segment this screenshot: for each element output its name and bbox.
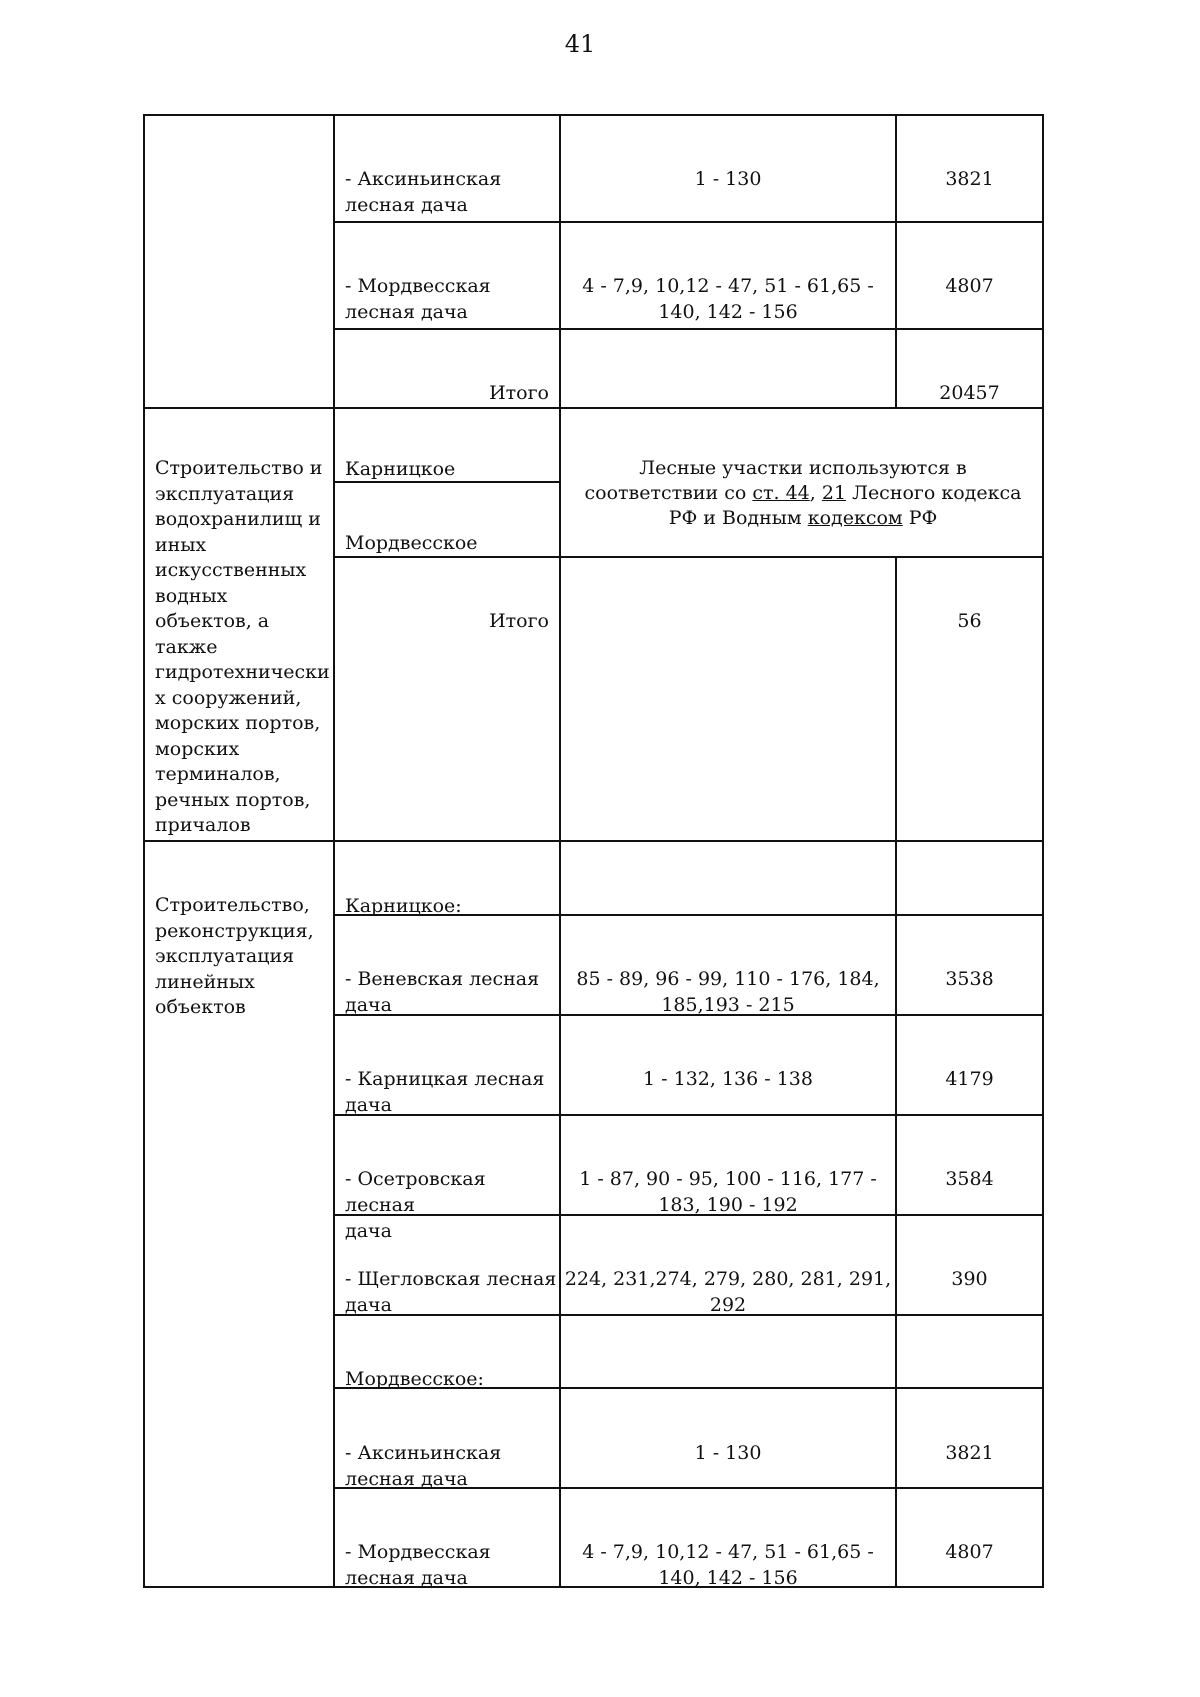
total-area-value: 56	[957, 610, 982, 632]
forestry-name: Карницкое:	[345, 895, 462, 917]
forest-dacha-name: - Карницкая лесная дача	[345, 1068, 545, 1116]
article-44-link[interactable]: ст. 44	[752, 482, 810, 504]
area-value: 3584	[945, 1168, 994, 1190]
area-value: 4179	[945, 1068, 994, 1090]
total-label: Итого	[489, 382, 549, 404]
area-value: 3821	[945, 1442, 994, 1464]
area-value: 390	[951, 1268, 988, 1290]
quarter-numbers: 85 - 89, 96 - 99, 110 - 176, 184, 185,193 - 215	[576, 968, 880, 1016]
category-label: Строительство, реконструкция, эксплуатация линейных объектов	[155, 894, 314, 1018]
quarter-numbers: 1 - 130	[694, 1442, 762, 1464]
quarter-numbers: 1 - 130	[694, 168, 762, 190]
quarter-numbers: 224, 231,274, 279, 280, 281, 291, 292	[564, 1268, 892, 1316]
forestry-name: Мордвесское	[345, 532, 478, 554]
category-label: Строительство и эксплуатация водохранилищ и иных искусственных водных объектов, а также гидротехнически х сооружений, морских портов, морских терминалов, речных портов, причалов	[155, 457, 330, 836]
note-text: РФ	[902, 507, 938, 529]
area-value: 3821	[945, 168, 994, 190]
note-text: ,	[809, 482, 822, 504]
forest-dacha-name: - Аксиньинская лесная дача	[345, 168, 502, 216]
total-label: Итого	[489, 610, 549, 632]
forest-dacha-name: - Аксиньинская лесная дача	[345, 1442, 502, 1490]
area-value: 4807	[945, 1541, 994, 1563]
forest-dacha-name: - Веневская лесная дача	[345, 968, 540, 1016]
area-value: 3538	[945, 968, 994, 990]
note-text: Лесного кодекса РФ и Водным	[668, 482, 1022, 529]
area-value: 4807	[945, 275, 994, 297]
forest-dacha-name: - Осетровская лесная дача	[345, 1168, 486, 1242]
forestry-name: Мордвесское:	[345, 1368, 484, 1390]
page-number: 41	[564, 30, 596, 58]
forest-dacha-name: - Мордвесская лесная дача	[345, 1541, 491, 1589]
usage-note	[571, 456, 1035, 531]
total-area-value: 20457	[939, 382, 1000, 404]
article-21-link[interactable]: 21	[821, 482, 847, 504]
forestry-name: Карницкое	[345, 458, 456, 480]
quarter-numbers: 4 - 7,9, 10,12 - 47, 51 - 61,65 - 140, 142 - 156	[582, 275, 874, 323]
water-code-link[interactable]: кодексом	[807, 507, 903, 529]
note-text: Лесные участки используются в соответствии со	[584, 457, 967, 504]
forest-dacha-name: - Мордвесская лесная дача	[345, 275, 491, 323]
quarter-numbers: 4 - 7,9, 10,12 - 47, 51 - 61,65 - 140, 142 - 156	[582, 1541, 874, 1589]
forest-dacha-name: - Щегловская лесная дача	[345, 1268, 557, 1316]
quarter-numbers: 1 - 87, 90 - 95, 100 - 116, 177 - 183, 190 - 192	[579, 1168, 877, 1216]
quarter-numbers: 1 - 132, 136 - 138	[643, 1068, 813, 1090]
